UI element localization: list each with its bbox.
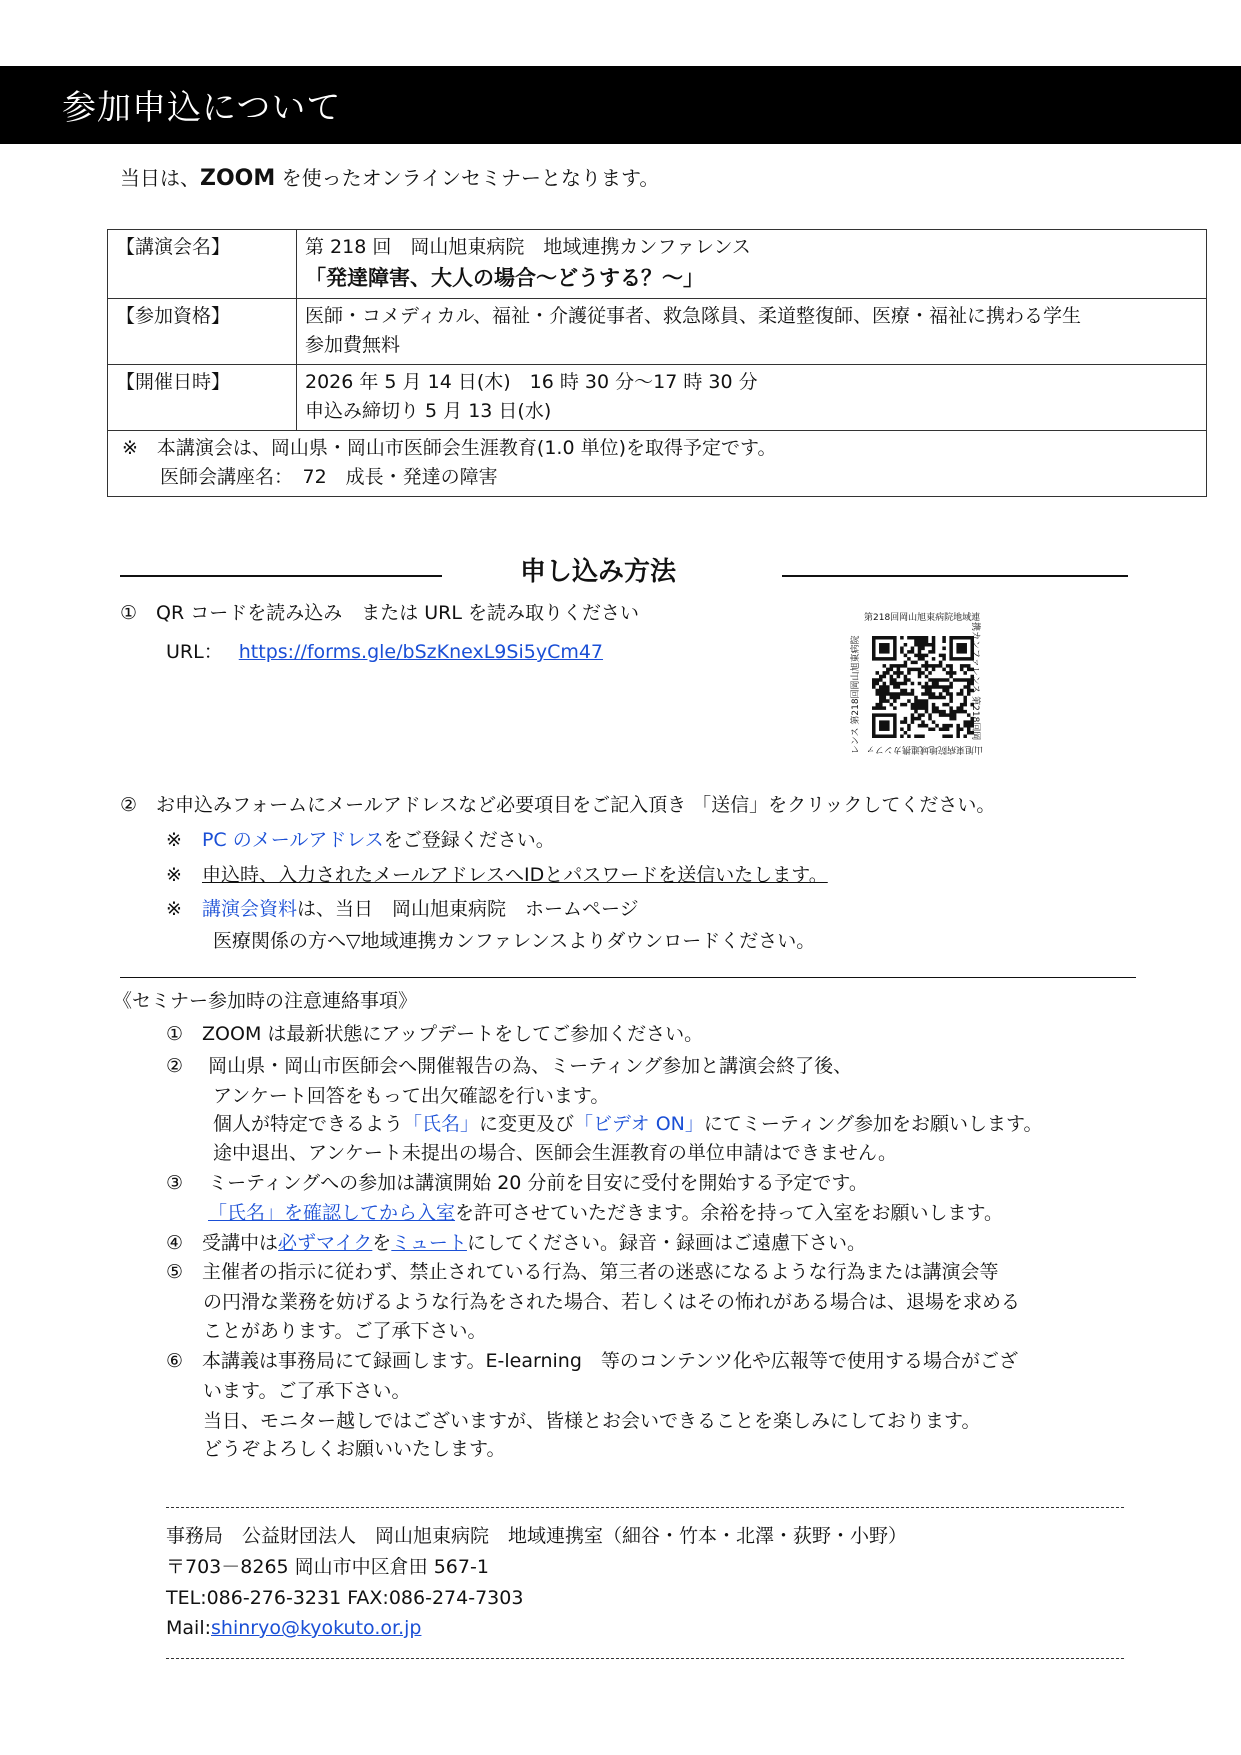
qr-caption-left: レンス 第218回岡山旭東病院 bbox=[851, 635, 861, 754]
notice-4-c: を bbox=[372, 1232, 392, 1254]
step2-text: ② お申込みフォームにメールアドレスなど必要項目をご記入頂き 「送信」をクリックしてください。 bbox=[120, 794, 996, 816]
intro-zoom: ZOOM bbox=[200, 166, 276, 191]
note3-highlight: 講演会資料 bbox=[201, 898, 297, 920]
notice-4-mute: ミュート bbox=[391, 1232, 467, 1254]
row-label: 【参加資格】 bbox=[108, 298, 297, 364]
intro-post: を使ったオンラインセミナーとなります。 bbox=[275, 166, 660, 190]
notice-4-mic: 必ずマイク bbox=[278, 1232, 373, 1254]
mail-link[interactable]: shinryo@kyokuto.or.jp bbox=[211, 1617, 422, 1639]
notice-6-line3: 当日、モニター越しではございますが、皆様とお会いできることを楽しみにしております。 bbox=[203, 1410, 981, 1432]
section-banner bbox=[0, 66, 1241, 144]
intro-pre: 当日は、 bbox=[120, 166, 200, 190]
url-label: URL： bbox=[166, 641, 223, 663]
note2 bbox=[166, 864, 828, 887]
notice-3-rest: を許可させていただきます。余裕を持って入室をお願いします。 bbox=[455, 1202, 1003, 1224]
notice-1: ① ZOOM は最新状態にアップデートをしてご参加ください。 bbox=[166, 1023, 704, 1045]
note-mark: ※ bbox=[166, 898, 182, 920]
lecture-title: 「発達障害、大人の場合～どうする？～」 bbox=[305, 266, 704, 291]
table-row bbox=[108, 298, 1207, 364]
note1-rest: をご登録ください。 bbox=[383, 829, 555, 851]
note-mark: ※ bbox=[166, 829, 182, 851]
step1-text: ① QR コードを読み込み または URL を読み取りください bbox=[120, 602, 640, 624]
notice-5-line1: ⑤ 主催者の指示に従わず、禁止されている行為、第三者の迷惑になるような行為または講演会等 bbox=[166, 1261, 999, 1283]
note3 bbox=[166, 898, 639, 921]
notice-5-line2: の円滑な業務を妨げるような行為をされた場合、若しくはその怖れがある場合は、退場を求める bbox=[203, 1291, 1021, 1313]
notice-2-text-c: に変更及び bbox=[479, 1113, 575, 1135]
note-course: 医師会講座名： 72 成長・発達の障害 bbox=[122, 466, 498, 489]
mail-label: Mail: bbox=[166, 1617, 211, 1639]
notice-2-line2: アンケート回答をもって出欠確認を行います。 bbox=[213, 1085, 610, 1107]
heading-rule-left bbox=[120, 575, 442, 577]
notice-4-a: ④ 受講中は bbox=[166, 1232, 279, 1254]
notice-2-highlight-name: 「氏名」 bbox=[403, 1113, 480, 1135]
contact-address: 〒703－8265 岡山市中区倉田 567-1 bbox=[166, 1556, 489, 1578]
notice-6-line1: ⑥ 本講義は事務局にて録画します。E-learning 等のコンテンツ化や広報等で使用する場合がござ bbox=[166, 1350, 1018, 1372]
note2-text: 申込時、入力されたメールアドレスへIDとパスワードを送信いたします。 bbox=[201, 864, 828, 886]
note-credit: ※ 本講演会は、岡山県・岡山市医師会生涯教育(1.0 単位)を取得予定です。 bbox=[122, 436, 777, 459]
table-note bbox=[108, 430, 1207, 496]
notice-6-line2: います。ご了承下さい。 bbox=[203, 1380, 411, 1402]
row-label: 【講演会名】 bbox=[108, 230, 297, 299]
row-value bbox=[297, 230, 1207, 299]
note1 bbox=[166, 829, 555, 852]
intro-text bbox=[120, 166, 659, 192]
note3-rest: は、当日 岡山旭東病院 ホームページ bbox=[296, 898, 639, 920]
row-value bbox=[297, 364, 1207, 430]
deadline: 申込み締切り 5 月 13 日(水) bbox=[305, 400, 552, 423]
table-row bbox=[108, 430, 1207, 496]
banner-title: 参加申込について bbox=[62, 88, 342, 128]
form-url-link[interactable]: https://forms.gle/bSzKnexL9Si5yCm47 bbox=[238, 641, 604, 663]
notice-3-line2 bbox=[208, 1202, 1003, 1225]
notice-6-line4: どうぞよろしくお願いいたします。 bbox=[203, 1438, 506, 1460]
notice-2-line1: ② 岡山県・岡山市医師会へ開催報告の為、ミーティング参加と講演会終了後、 bbox=[166, 1055, 853, 1077]
table-row bbox=[108, 364, 1207, 430]
row-value bbox=[297, 298, 1207, 364]
qr-caption-right: 携カンファレンス 第218回岡 bbox=[970, 622, 980, 741]
contact-mail bbox=[166, 1617, 421, 1640]
lecture-series: 第 218 回 岡山旭東病院 地域連携カンファレンス bbox=[305, 236, 751, 258]
section-divider bbox=[120, 977, 1136, 978]
notices-heading: 《セミナー参加時の注意連絡事項》 bbox=[113, 990, 418, 1012]
notice-2-text-a: 個人が特定できるよう bbox=[213, 1113, 404, 1135]
notice-4 bbox=[166, 1232, 866, 1255]
notice-2-text-e: にてミーティング参加をお願いします。 bbox=[703, 1113, 1043, 1135]
notice-3-highlight: 「氏名」を確認してから入室 bbox=[208, 1202, 456, 1224]
contact-office: 事務局 公益財団法人 岡山旭東病院 地域連携室（細谷・竹本・北澤・荻野・小野） bbox=[166, 1525, 908, 1547]
contact-divider-bottom bbox=[166, 1658, 1124, 1659]
note-mark: ※ bbox=[166, 864, 182, 886]
contact-divider-top bbox=[166, 1507, 1124, 1508]
qr-caption-top: 第218回岡山旭東病院地域連 bbox=[864, 613, 981, 623]
table-row bbox=[108, 230, 1207, 299]
notice-3-line1: ③ ミーティングへの参加は講演開始 20 分前を目安に受付を開始する予定です。 bbox=[166, 1172, 868, 1194]
eligibility: 医師・コメディカル、福祉・介護従事者、救急隊員、柔道整復師、医療・福祉に携わる学生 bbox=[305, 304, 1081, 327]
contact-tel: TEL:086-276-3231 FAX:086-274-7303 bbox=[166, 1587, 524, 1609]
info-table bbox=[107, 229, 1207, 497]
notice-4-e: にしてください。録音・録画はご遠慮下さい。 bbox=[466, 1232, 866, 1254]
event-datetime: 2026 年 5 月 14 日(木) 16 時 30 分～17 時 30 分 bbox=[305, 370, 758, 393]
notice-2-line3 bbox=[213, 1113, 1042, 1136]
notice-2-line4: 途中退出、アンケート未提出の場合、医師会生涯教育の単位申請はできません。 bbox=[213, 1142, 898, 1164]
url-row bbox=[166, 641, 603, 664]
notice-5-line3: ことがあります。ご了承下さい。 bbox=[203, 1320, 487, 1342]
fee: 参加費無料 bbox=[305, 334, 401, 357]
notice-2-highlight-video: 「ビデオ ON」 bbox=[574, 1113, 704, 1135]
method-heading: 申し込み方法 bbox=[520, 557, 677, 587]
note1-highlight: PC のメールアドレス bbox=[201, 829, 384, 851]
heading-rule-right bbox=[782, 575, 1128, 577]
qr-caption-bottom: 山旭東病院地域連携カンファ bbox=[866, 744, 983, 754]
qr-code-image bbox=[872, 636, 974, 738]
row-label: 【開催日時】 bbox=[108, 364, 297, 430]
note3-line2: 医療関係の方へ▽地域連携カンファレンスよりダウンロードください。 bbox=[213, 930, 816, 952]
